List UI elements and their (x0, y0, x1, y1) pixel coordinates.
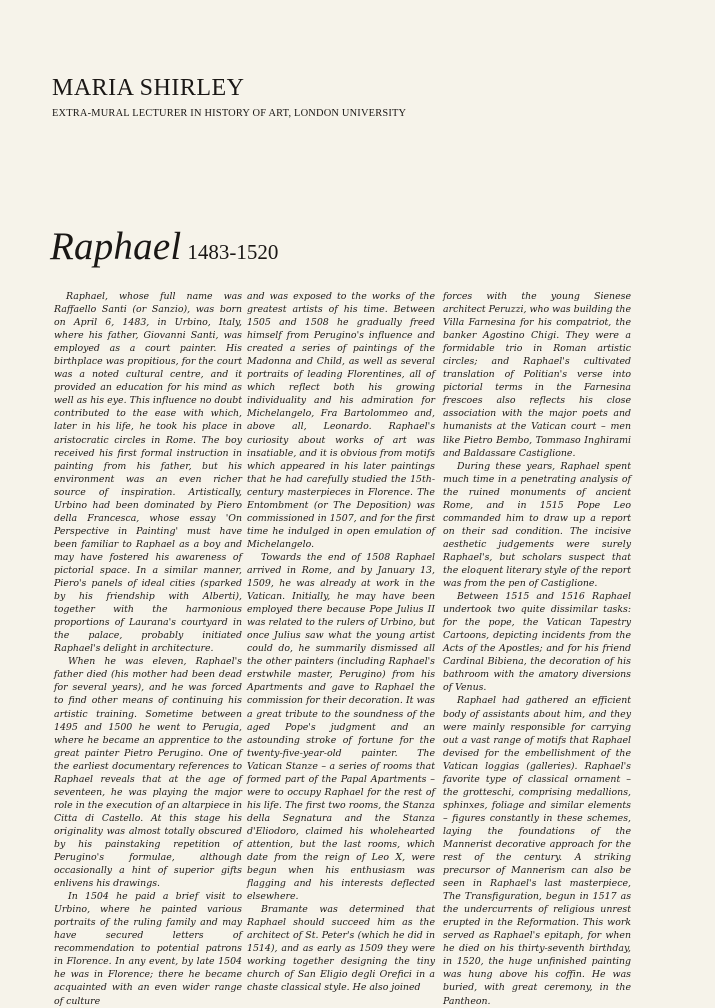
paragraph: Raphael had gathered an efficient body of assistants about him, and they were mainly responsible for carrying out a vast range of motifs that Raphael devised for the embellishment of the Vatican loggias (galleries). Raphael's favorite type of classical ornament – the grotteschi, comprising medallions, sphinxes, foliage and similar elements – figures constantly in these schemes, laying the foundations of the Mannerist decorative approach for the rest of the century. A striking precursor of Mannerism can also be seen in Raphael's last masterpiece, The Transfiguration, begun in 1517 as the undercurrents of religious unrest erupted in the Reformation. This work served as Raphael's epitaph, for when he died on his thirty-seventh birthday, in 1520, the huge unfinished painting was hung above his coffin. He was buried, with great ceremony, in the Pantheon. (443, 695, 631, 1007)
text-column-1 (54, 290, 242, 1008)
paragraph: When he was eleven, Raphael's father died (his mother had been dead for several years), and he was forced to find other means of continuing his artistic training. Sometime between 1495 and 1500 he went to Perugia, where he became an apprentice to the great painter Pietro Perugino. One of the earliest documentary references to Raphael reveals that at the age of seventeen, he was playing the major role in the execution of an altarpiece in Citta di Castello. At this stage his originality was almost totally obscured by his painstaking repetition of Perugino's formulae, although occasionally a hint of superior gifts enlivens his drawings. (54, 656, 242, 890)
title-dates: 1483-1520 (187, 240, 279, 264)
paragraph: In 1504 he paid a brief visit to Urbino, where he painted various portraits of the ruling family and may have secured letters of recommendation to potential patrons in Florence. In any event, by late 1504 he was in Florence; there he became acquainted with an even wider range of culture (54, 891, 242, 1007)
text-column-3 (443, 290, 631, 1008)
author-name: MARIA SHIRLEY (52, 75, 245, 101)
paragraph: and was exposed to the works of the greatest artists of his time. Between 1505 and 1508 he gradually freed himself from Perugino's influence and created a series of paintings of the Madonna and Child, as well as several portraits of leading Florentines, all of which reflect both his growing individuality and his admiration for Michelangelo, Fra Bartolommeo and, above all, Leonardo. Raphael's curiosity about works of art was insatiable, and it is obvious from motifs which appeared in his later paintings that he had carefully studied the 15th-century masterpieces in Florence. The Entombment (or The Deposition) was commissioned in 1507, and for the first time he indulged in open emulation of Michelangelo. (247, 291, 435, 550)
paragraph: During these years, Raphael spent much time in a penetrating analysis of the ruined monuments of ancient Rome, and in 1515 Pope Leo commanded him to draw up a report on their sad condition. The incisive aesthetic judgements were surely Raphael's, but scholars suspect that the eloquent literary style of the report was from the pen of Castiglione. (443, 460, 631, 590)
paragraph: Between 1515 and 1516 Raphael undertook two quite dissimilar tasks: for the pope, the Vatican Tapestry Cartoons, depicting incidents from the Acts of the Apostles; and for his friend Cardinal Bibiena, the decoration of his bathroom with the amatory diversions of Venus. (443, 591, 631, 694)
paragraph: forces with the young Sienese architect Peruzzi, who was building the Villa Farnesina for his compatriot, the banker Agostino Chigi. They were a formidable trio in Roman artistic circles; and Raphael's cultivated translation of Politian's verse into pictorial terms in the Farnesina frescoes also reflects his close association with the major poets and humanists at the Vatican court – men like Pietro Bembo, Tommaso Inghirami and Baldassare Castiglione. (443, 291, 631, 459)
paragraph: Towards the end of 1508 Raphael arrived in Rome, and by January 13, 1509, he was already at work in the Vatican. Initially, he may have been employed there because Pope Julius II was related to the rulers of Urbino, but once Julius saw what the young artist could do, he summarily dismissed all the other painters (including Raphael's erstwhile master, Perugino) from his Apartments and gave to Raphael the commission for their decoration. It was a great tribute to the soundness of the aged Pope's judgment and an astounding stroke of fortune for the twenty-five-year-old painter. The Vatican Stanze – a series of rooms that formed part of the Papal Apartments – were to occupy Raphael for the rest of his life. The first two rooms, the Stanza della Segnatura and the Stanza d'Eliodoro, claimed his wholehearted attention, but the last rooms, which date from the reign of Leo X, were begun when his enthusiasm was flagging and his interests deflected elsewhere. (247, 551, 435, 903)
author-affiliation: EXTRA-MURAL LECTURER IN HISTORY OF ART, LONDON UNIVERSITY (52, 108, 407, 119)
title-name: Raphael (50, 225, 182, 268)
article-title (50, 224, 278, 269)
paragraph: Bramante was determined that Raphael should succeed him as the architect of St. Peter's (which he did in 1514), and as early as 1509 they were working together designing the tiny church of San Eligio degli Orefici in a chaste classical style. He also joined (247, 904, 435, 994)
text-column-2 (247, 290, 435, 995)
paragraph: Raphael, whose full name was Raffaello Santi (or Sanzio), was born on April 6, 1483, in Urbino, Italy, where his father, Giovanni Santi, was employed as a court painter. His birthplace was propitious, for the court was a noted cultural centre, and it provided an education for his mind as well as his eye. This influence no doubt contributed to the ease with which, later in his life, he took his place in aristocratic circles in Rome. The boy received his first formal instruction in painting from his father, but his environment was an even richer source of inspiration. Artistically, Urbino had been dominated by Piero della Francesca, whose essay 'On Perspective in Painting' must have been familiar to Raphael as a boy and may have fostered his awareness of pictorial space. In a similar manner, Piero's panels of ideal cities (sparked by his friendship with Alberti), together with the harmonious proportions of Laurana's courtyard in the palace, probably initiated Raphael's delight in architecture. (54, 291, 242, 655)
